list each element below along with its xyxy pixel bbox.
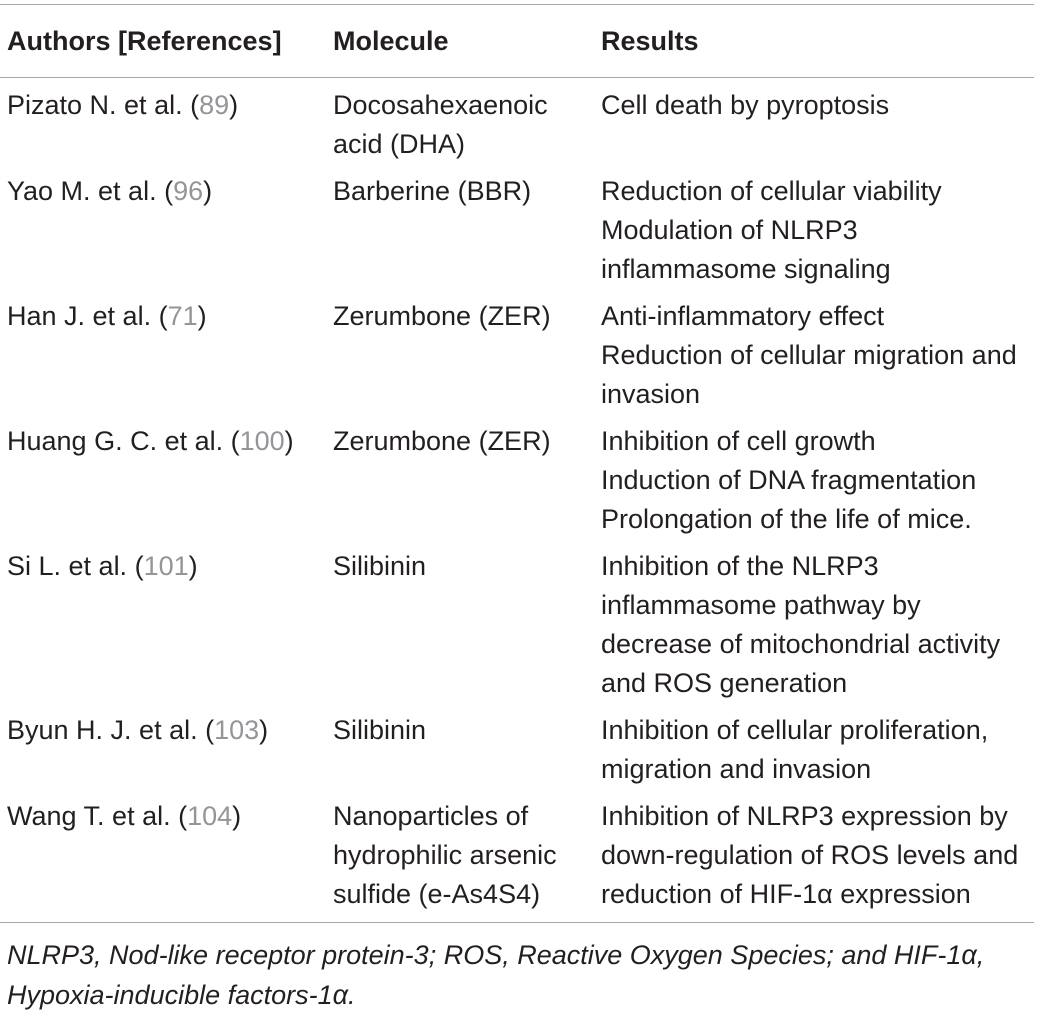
results-cell [601,172,1034,289]
author-name: Wang T. et al. ( [7,801,188,831]
molecule-line: Zerumbone (ZER) [333,301,551,331]
molecule-line: Barberine (BBR) [333,176,532,206]
author-name: Si L. et al. ( [7,551,144,581]
table-row [0,78,1034,166]
header-authors: Authors [References] [7,26,282,56]
table-row [0,541,1034,705]
table-body [0,78,1034,922]
molecule-line: Silibinin [333,551,427,581]
reference-close-paren: ) [284,426,294,456]
molecule-cell [333,86,601,164]
reference-link[interactable]: 104 [187,801,233,831]
result-line: Inhibition of NLRP3 expression by [601,801,1008,831]
reference-link[interactable]: 96 [173,176,204,206]
results-cell [601,711,1034,789]
table-row [0,416,1034,541]
result-line: Modulation of NLRP3 [601,215,858,245]
reference-close-paren: ) [197,301,207,331]
reference-link[interactable]: 103 [214,715,260,745]
result-line: inflammasome pathway by [601,590,921,620]
reference-close-paren: ) [188,551,198,581]
table-row [0,791,1034,922]
author-name: Yao M. et al. ( [7,176,174,206]
author-cell [0,711,333,750]
result-line: Induction of DNA fragmentation [601,465,977,495]
result-line: inflammasome signaling [601,254,891,284]
author-name: Pizato N. et al. ( [7,90,200,120]
author-line [7,547,333,586]
results-cell [601,547,1034,703]
table-row [0,166,1034,291]
molecule-cell [333,797,601,914]
result-line: and ROS generation [601,668,848,698]
header-molecule: Molecule [333,26,449,56]
results-cell [601,297,1034,414]
author-cell [0,86,333,125]
reference-link[interactable]: 89 [199,90,230,120]
molecule-line: Docosahexaenoic [333,90,548,120]
results-cell [601,797,1034,914]
molecule-cell [333,297,601,336]
result-line: down-regulation of ROS levels and [601,840,1019,870]
reference-link[interactable]: 71 [167,301,198,331]
author-cell [0,547,333,586]
molecule-cell [333,422,601,461]
author-line [7,797,333,836]
table-row [0,291,1034,416]
author-line [7,86,333,125]
reference-close-paren: ) [203,176,213,206]
result-line: reduction of HIF-1α expression [601,879,971,909]
molecule-line: sulfide (e-As4S4) [333,879,541,909]
footnote-line: Hypoxia-inducible factors-1α. [7,980,356,1010]
table [0,4,1034,1015]
molecule-line: Nanoparticles of [333,801,529,831]
author-name: Byun H. J. et al. ( [7,715,215,745]
author-cell [0,797,333,836]
reference-link[interactable]: 100 [239,426,285,456]
result-line: Anti-inflammatory effect [601,301,885,331]
results-cell [601,422,1034,539]
author-line [7,711,333,750]
molecule-line: Silibinin [333,715,427,745]
result-line: decrease of mitochondrial activity [601,629,1001,659]
table-header [0,5,1034,77]
author-name: Huang G. C. et al. ( [7,426,240,456]
results-cell [601,86,1034,125]
result-line: Prolongation of the life of mice. [601,504,972,534]
author-line [7,172,333,211]
author-cell [0,297,333,336]
molecule-cell [333,172,601,211]
molecule-line: Zerumbone (ZER) [333,426,551,456]
table-footnote [0,923,1034,1015]
reference-close-paren: ) [259,715,269,745]
author-cell [0,172,333,211]
molecule-line: acid (DHA) [333,129,466,159]
author-line [7,297,333,336]
table-row [0,705,1034,791]
result-line: Inhibition of cell growth [601,426,876,456]
molecule-cell [333,711,601,750]
author-cell [0,422,333,461]
result-line: migration and invasion [601,754,872,784]
author-line [7,422,333,461]
result-line: Cell death by pyroptosis [601,90,890,120]
result-line: Inhibition of cellular proliferation, [601,715,989,745]
molecule-cell [333,547,601,586]
result-line: Inhibition of the NLRP3 [601,551,879,581]
reference-close-paren: ) [232,801,242,831]
result-line: Reduction of cellular viability [601,176,942,206]
footnote-line: NLRP3, Nod-like receptor protein-3; ROS, Reactive Oxygen Species; and HIF-1α, [7,940,985,970]
reference-link[interactable]: 101 [143,551,189,581]
author-name: Han J. et al. ( [7,301,168,331]
result-line: invasion [601,379,701,409]
result-line: Reduction of cellular migration and [601,340,1017,370]
header-results: Results [601,26,699,56]
reference-close-paren: ) [229,90,239,120]
molecule-line: hydrophilic arsenic [333,840,557,870]
